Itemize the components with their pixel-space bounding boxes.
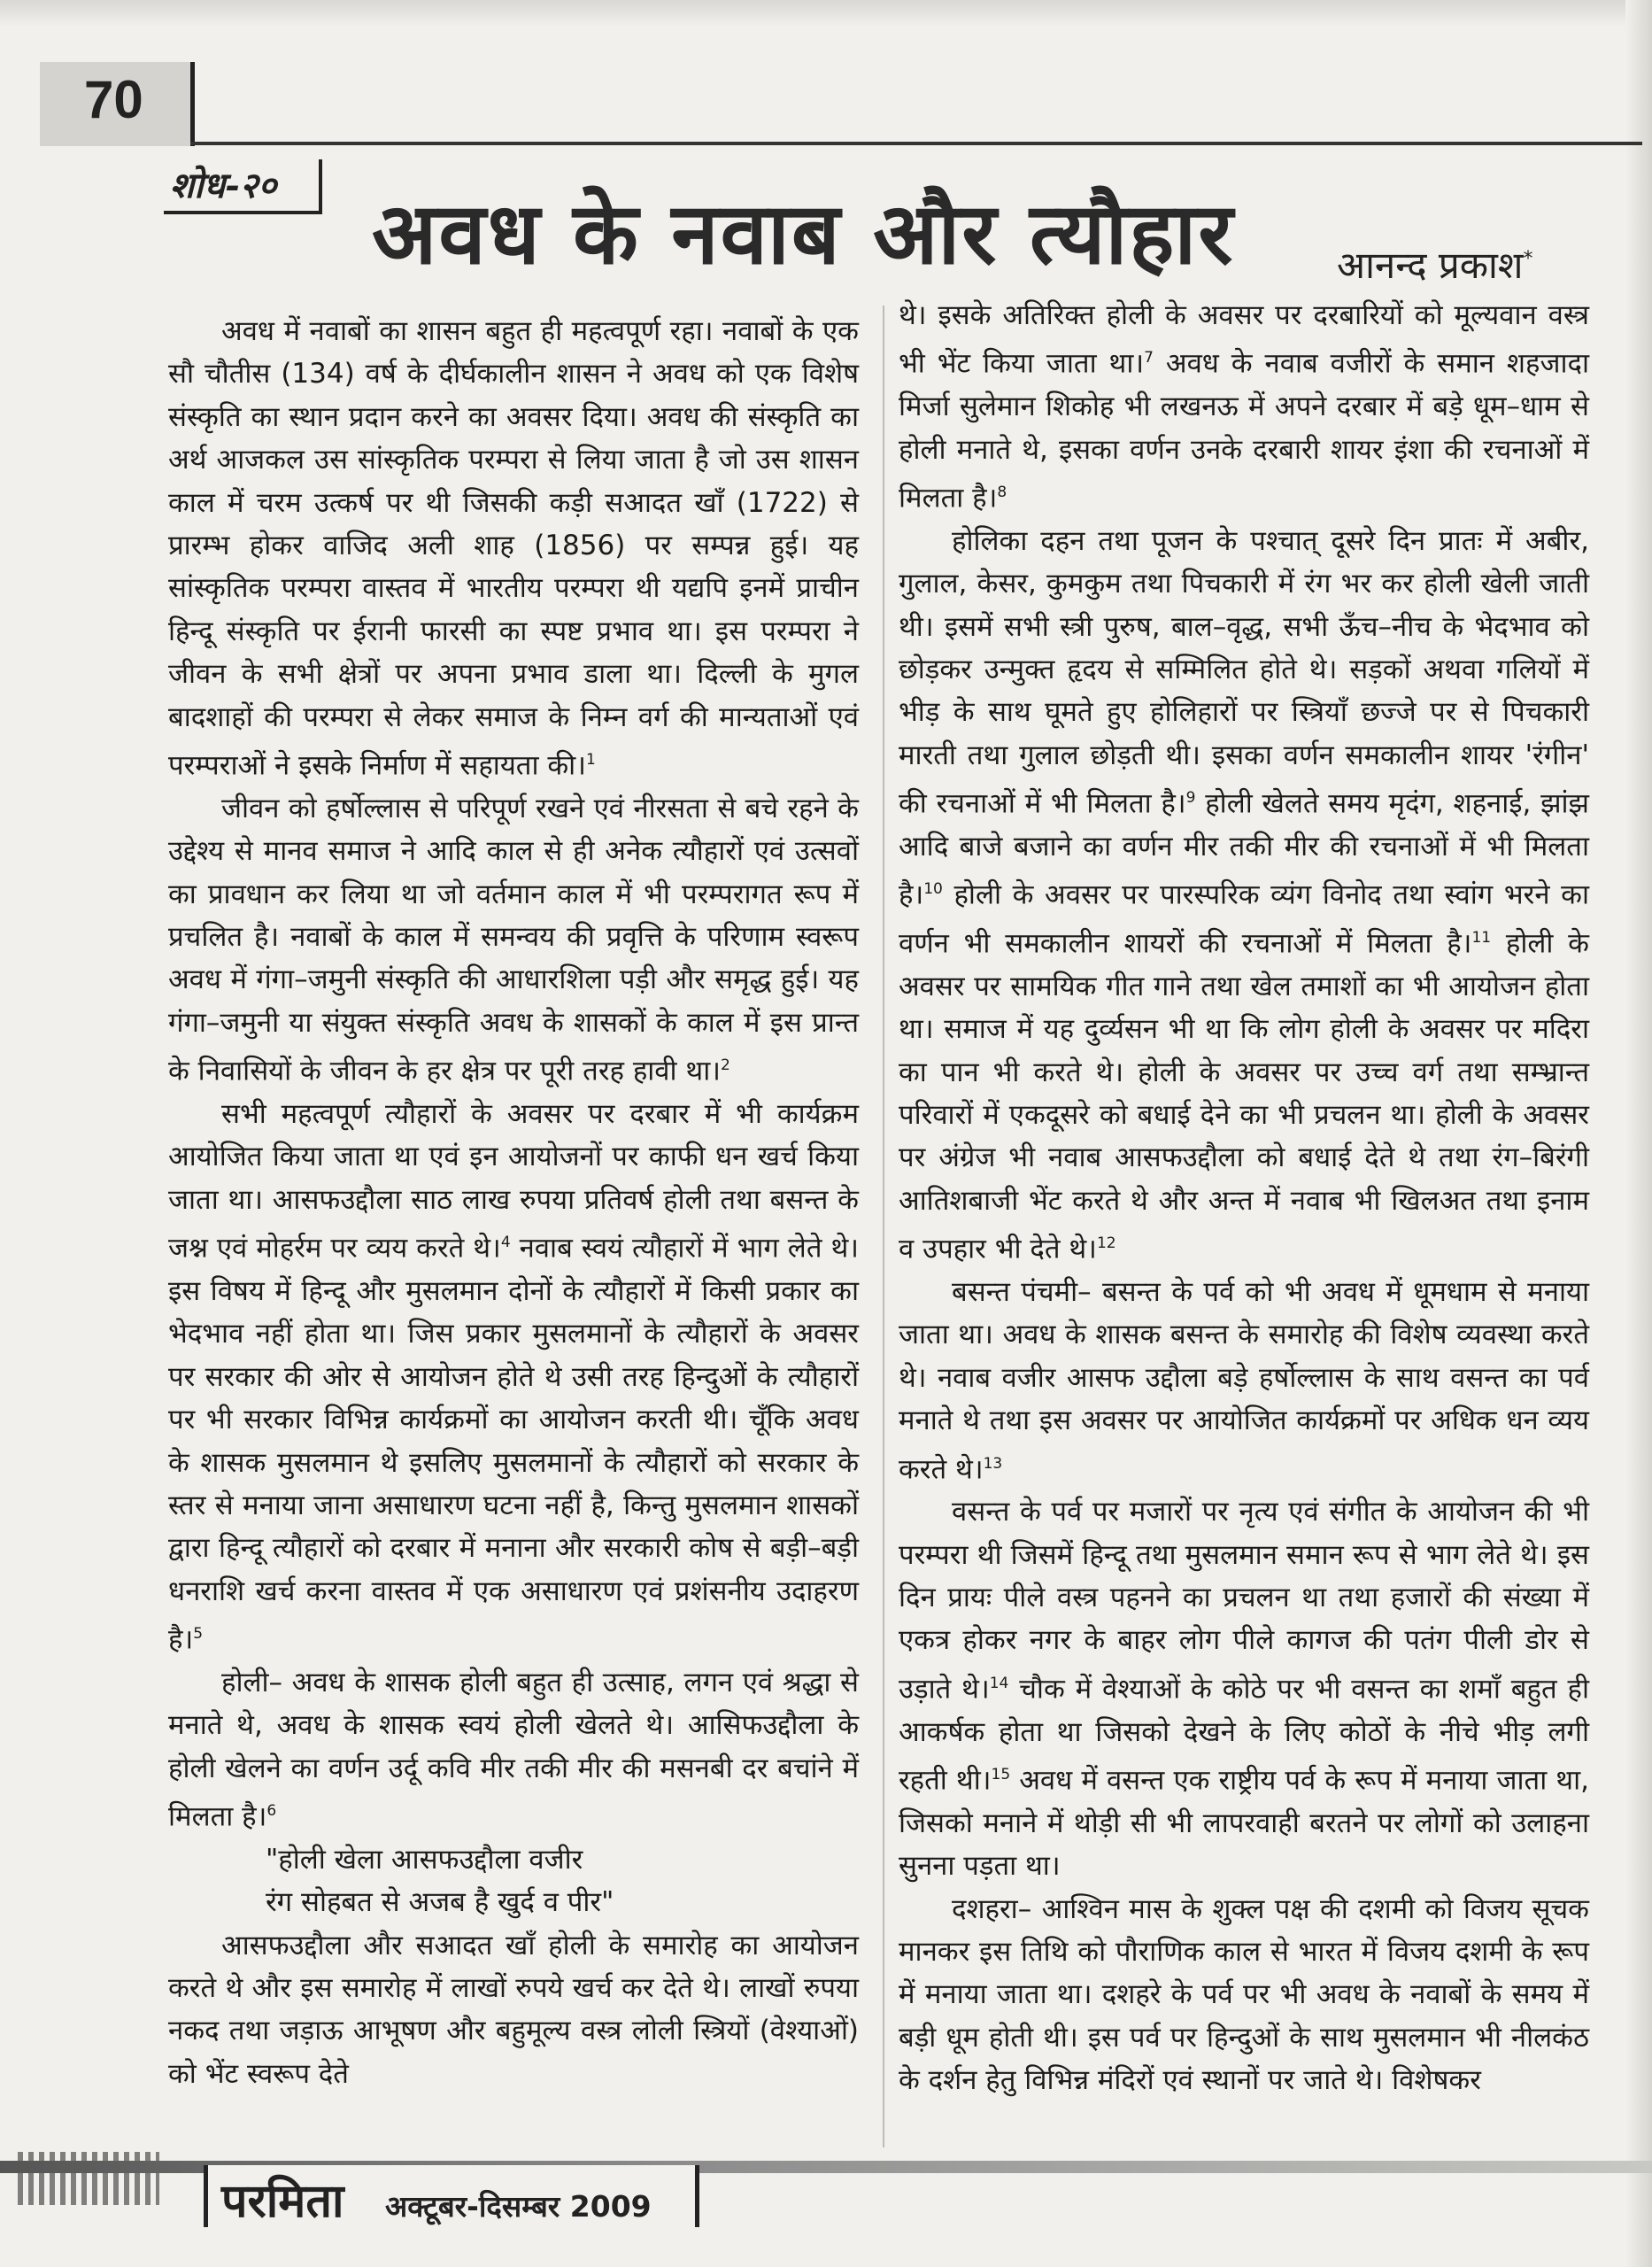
section-label: शोध-२० (170, 165, 277, 206)
article-author (1337, 239, 1532, 290)
footnote-ref: 12 (1096, 1234, 1116, 1253)
footnote-ref: 2 (721, 1056, 730, 1075)
paragraph (899, 1271, 1589, 1490)
paragraph-text: थे। इसके अतिरिक्त होली के अवसर पर दरबारियों को मूल्यवान वस्त्र भी भेंट किया जाता था। (899, 299, 1589, 380)
paragraph-text: दशहरा– आश्विन मास के शुक्ल पक्ष की दशमी को विजय सूचक मानकर इस तिथि को पौराणिक काल से भारत में विजय दशमी के रूप में मनाया जाता था। दशहरे के पर्व पर भी अवध के नवाबों के समय में बड़ी धूम होती थी। इस पर्व पर हिन्दुओं के साथ मुसलमान भी नीलकंठ के दर्शन हेतु विभिन्न मंदिरों एवं स्थानों पर जाते थे। विशेषकर (899, 1892, 1589, 2097)
paragraph (899, 1888, 1589, 2102)
paragraph-text: आसफउद्दौला और सआदत खाँ होली के समारोह का आयोजन करते थे और इस समारोह में लाखों रुपये खर्च कर देते थे। लाखों रुपया नकद तथा जड़ाऊ आभूषण और बहुमूल्य वस्त्र लोली स्त्रियों (वेश्याओं) को भेंट स्वरूप देते (168, 1929, 859, 2090)
footer-issue-date: अक्टूबर-दिसम्बर 2009 (385, 2189, 652, 2224)
paragraph-text: होली– अवध के शासक होली बहुत ही उत्साह, लगन एवं श्रद्धा से मनाते थे, अवध के शासक स्वयं होली खेलते थे। आसिफउद्दौला के होली खेलने का वर्णन उर्दू कवि मीर तकी मीर की मसनबी दर बचांने में मिलता है। (168, 1666, 859, 1833)
paragraph-text: नवाब स्वयं त्यौहारों में भाग लेते थे। इस विषय में हिन्दू और मुसलमान दोनों के त्यौहारों में किसी प्रकार का भेदभाव नहीं होता था। जिस प्रकार मुसलमानों के त्यौहारों के अवसर पर सरकार की ओर से आयोजन होते थे उसी तरह हिन्दुओं के त्यौहारों पर भी सरकार विभिन्न कार्यक्रमों का आयोजन करती थी। चूँकि अवध के शासक मुसलमान थे इसलिए मुसलमानों के त्यौहारों को सरकार के स्तर से मनाया जाना असाधारण घटना नहीं है, किन्तु मुसलमान शासकों द्वारा हिन्दू त्यौहारों को दरबार में मनाना और सरकारी कोष से बड़ी–बड़ी धनराशि खर्च करना वास्तव में एक असाधारण एवं प्रशंसनीय उदाहरण है। (168, 1232, 859, 1656)
author-footnote-mark: * (1523, 248, 1533, 270)
footnote-ref: 11 (1471, 929, 1492, 947)
footnote-ref: 8 (997, 483, 1007, 501)
paragraph-text: अवध के नवाब वजीरों के समान शहजादा मिर्जा सुलेमान शिकोह भी लखनऊ में अपने दरबार में बड़े धूम–धाम से होली मनाते थे, इसका वर्णन उनके दरबारी शायर इंशा की रचनाओं में मिलता है। (899, 347, 1589, 515)
quote-text: रंग सोहबत से अजब है खुर्द व पीर" (266, 1886, 614, 1919)
paragraph-text: बसन्त पंचमी– बसन्त के पर्व को भी अवध में धूमधाम से मनाया जाता था। अवध के शासक बसन्त के समारोह की विशेष व्यवस्था करते थे। नवाब वजीर आसफ उद्दौला बड़े हर्षोल्लास के साथ वसन्त का पर्व मनाते थे तथा इस अवसर पर आयोजित कार्यक्रमों पर अधिक धन व्यय करते थे। (899, 1275, 1589, 1485)
paragraph (899, 1490, 1589, 1887)
left-column (168, 310, 859, 2095)
paragraph-text: सभी महत्वपूर्ण त्यौहारों के अवसर पर दरबार में भी कार्यक्रम आयोजित किया जाता था एवं इन आयोजनों पर काफी धन खर्च किया जाता था। आसफउद्दौला साठ लाख रुपया प्रतिवर्ष होली तथा बसन्त के जश्न एवं मोहर्रम पर व्यय करते थे। (168, 1097, 859, 1265)
paragraph-text: जीवन को हर्षोल्लास से परिपूर्ण रखने एवं नीरसता से बचे रहने के उद्देश्य से मानव समाज ने आदि काल से ही अनेक त्यौहारों एवं उत्सवों का प्रावधान कर लिया था जो वर्तमान काल में भी परम्परागत रूप में प्रचलित है। नवाबों के काल में समन्वय की प्रवृत्ति के परिणाम स्वरूप अवध में गंगा–जमुनी संस्कृति की आधारशिला पड़ी और समृद्ध हुई। यह गंगा–जमुनी या संयुक्त संस्कृति अवध के शासकों के काल में इस प्रान्त के निवासियों के जीवन के हर क्षेत्र पर पूरी तरह हावी था। (168, 792, 859, 1087)
paragraph (168, 310, 859, 787)
footnote-ref: 13 (983, 1454, 1003, 1473)
paragraph (899, 294, 1589, 520)
paragraph-text: चौक में वेश्याओं के कोठे पर भी वसन्त का शमाँ बहुत ही आकर्षक होता था जिसको देखने के लिए कोठों के नीचे भीड़ लगी रहती थी। (899, 1673, 1589, 1797)
paragraph (168, 1093, 859, 1661)
header-rule (190, 142, 1642, 145)
author-name: आनन्द प्रकाश (1337, 244, 1524, 287)
quote-text: "होली खेला आसफउद्दौला वजीर (266, 1843, 583, 1876)
footnote-ref: 10 (923, 880, 943, 899)
article-title: अवध के नवाब और त्यौहार (372, 184, 1235, 283)
right-column (899, 294, 1589, 2102)
footer-magazine-name: परमिता (221, 2175, 344, 2228)
footnote-ref: 6 (266, 1802, 277, 1821)
paragraph-text: वसन्त के पर्व पर मजारों पर नृत्य एवं संगीत के आयोजन की भी परम्परा थी जिसमें हिन्दू तथा मुसलमान समान रूप से भाग लेते थे। इस दिन प्रायः पीले वस्त्र पहनने का प्रचलन था तथा हजारों की संख्या में एकत्र होकर नगर के बाहर लोग पीले कागज की पतंग पीली डोर से उड़ाते थे। (899, 1496, 1589, 1706)
page-edge-right (1625, 0, 1652, 2267)
footnote-ref: 7 (1144, 349, 1154, 368)
paragraph-text: अवध में वसन्त एक राष्ट्रीय पर्व के रूप में मनाया जाता था, जिसको मनाने में थोड़ी सी भी लापरवाही बरतने पर लोगों को उलाहना सुनना पड़ता था। (899, 1764, 1590, 1883)
column-divider (883, 306, 884, 2147)
footer-decoration (18, 2152, 159, 2205)
paragraph-text: होली के अवसर पर पारस्परिक व्यंग विनोद तथा स्वांग भरने का वर्णन भी समकालीन शायरों की रचनाओं में मिलता है। (899, 878, 1589, 960)
footnote-ref: 9 (1185, 789, 1196, 808)
footnote-ref: 15 (991, 1766, 1011, 1784)
paragraph-text: होली के अवसर पर सामयिक गीत गाने तथा खेल तमाशों का भी आयोजन होता था। समाज में यह दुर्व्यसन भी था कि लोग होली के अवसर पर मदिरा का पान भी करते थे। होली के अवसर पर उच्च वर्ग तथा सम्भ्रान्त परिवारों में एकदूसरे को बधाई देने का भी प्रचलन था। होली के अवसर पर अंग्रेज भी नवाब आसफउद्दौला को बधाई देते थे तथा रंग–बिरंगी आतिशबाजी भेंट करते थे और अन्त में नवाब भी खिलअत तथा इनाम व उपहार भी देते थे। (899, 927, 1589, 1265)
footnote-ref: 1 (585, 751, 596, 770)
paragraph-text: होली खेलते समय मृदंग, शहनाई, झांझ आदि बाजे बजाने का वर्णन मीर तकी मीर की रचनाओं में भी मिलता है। (899, 787, 1589, 911)
paragraph-text: होलिका दहन तथा पूजन के पश्चात् दूसरे दिन प्रातः में अबीर, गुलाल, केसर, कुमकुम तथा पिचकारी में रंग भर कर होली खेली जाती थी। इसमें सभी स्त्री पुरुष, बाल–वृद्ध, सभी ऊँच–नीच के भेदभाव को छोड़कर उन्मुक्त हृदय से सम्मिलित होते थे। सड़कों अथवा गलियों में भीड़ के साथ घूमते हुए होलिहारों पर स्त्रियाँ छज्जे पर से पिचकारी मारती तथा गुलाल छोड़ती थी। इसका वर्णन समकालीन शायर 'रंगीन' की रचनाओं में भी मिलता है। (899, 524, 1589, 820)
paragraph-text: अवध में नवाबों का शासन बहुत ही महत्वपूर्ण रहा। नवाबों के एक सौ चौतीस (134) वर्ष के दीर्घकालीन शासन ने अवध को एक विशेष संस्कृति का स्थान प्रदान करने का अवसर दिया। अवध की संस्कृति का अर्थ आजकल उस सांस्कृतिक परम्परा से लिया जाता है जो उस शासन काल में चरम उत्कर्ष पर थी जिसकी कड़ी सआदत खाँ (1722) से प्रारम्भ होकर वाजिद अली शाह (1856) पर सम्पन्न हुई। यह सांस्कृतिक परम्परा वास्तव में भारतीय परम्परा थी यद्यपि इनमें प्राचीन हिन्दू संस्कृति पर ईरानी फारसी का स्पष्ट प्रभाव था। इस परम्परा ने जीवन के सभी क्षेत्रों पर अपना प्रभाव डाला था। दिल्ली के मुगल बादशाहों की परम्परा से लेकर समाज के निम्न वर्ग की मान्यताओं एवं परम्पराओं ने इसके निर्माण में सहायता की। (168, 315, 859, 782)
paragraph (899, 520, 1589, 1271)
footnote-ref: 5 (193, 1625, 204, 1644)
paragraph (168, 1661, 859, 1838)
footnote-ref: 4 (500, 1234, 511, 1252)
page-edge-top (0, 0, 1652, 27)
paragraph (168, 1924, 859, 2096)
footnote-ref: 14 (989, 1674, 1009, 1692)
quote-line (168, 1838, 859, 1881)
paragraph (168, 787, 859, 1093)
page-number: 70 (84, 70, 143, 129)
quote-line (168, 1881, 859, 1923)
